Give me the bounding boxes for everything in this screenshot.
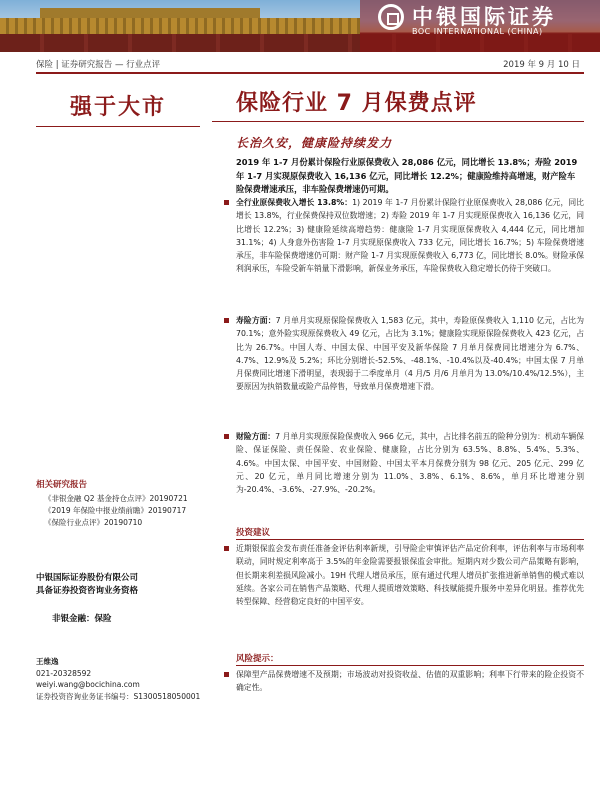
section-heading-risk: 风险提示： — [236, 654, 279, 664]
analyst-name: 王维逸 — [36, 657, 59, 666]
bullet-lead: 财险方面： — [236, 432, 276, 441]
bullet-item — [222, 430, 584, 496]
bullet-item — [222, 542, 584, 608]
bullet-section — [222, 196, 584, 276]
org-qualification: 具备证券投资咨询业务资格 — [36, 586, 139, 596]
bullet-text: 1) 2019 年 1-7 月份累计保险行业原保费收入 28,086 亿元，同比增长 13.8%，行业保费保持双位数增速；2) 寿险 2019 年 1-7 月实现原保费收入 16,136 亿元，同比增长 12.2%；3) 健康险延续高增趋势：健康险 1-7 月实现原保费收入 4,444 亿元，同比增加 31.1%；4) 人身意外伤害险 1-7 月实现原保费收入 733 亿元，同比增长 16.7%；5) 车险保费增速承压，非车险保费增速仍可期：财产险 1-7 月实现原保费收入 6,773 亿，同比增长 8.0%。财险承保利润承压，车险受新车销量下滑影响，新保业务承压，车险保费收入稳定增长仍待于突破口。 — [236, 198, 584, 274]
logo-text-cn: 中银国际证券 — [412, 5, 556, 29]
bullet-text: 7 月单月实现原保险保费收入 966 亿元，其中，占比排名前五的险种分别为：机动车辆保险、保证保险、责任保险、农业保险、健康险，占比分别为 63.5%、8.8%、5.4%、5.3%、4.6%。中国太保、中国平安、中国财险、中国太平本月保费分别为 98 亿元、205 亿元、299 亿元、20 亿元，单月同比增速分别为 11.0%、3.8%、6.1%、8.6%，单月环比增速分别为-20.4%、-3.6%、-27.9%、-20.2%。 — [236, 432, 584, 495]
summary: 2019 年 1-7 月份累计保险行业原保费收入 28,086 亿元，同比增长 13.8%；寿险 2019 年 1-7 月实现原保费收入 16,136 亿元，同比增长 12.2%；健康险维持高增速，财产险车险保费增速承压，非车险保费增速仍可期。 — [236, 157, 578, 194]
report-date: 2019 年 9 月 10 日 — [503, 60, 580, 70]
bullet-section — [222, 430, 584, 496]
bullet-lead: 寿险方面： — [236, 316, 276, 325]
analyst-info — [36, 656, 200, 702]
section-divider — [236, 665, 584, 666]
bullet-item — [222, 668, 584, 695]
rating-divider — [36, 126, 200, 127]
bullet-text: 保障型产品保费增速不及预期；市场波动对投资收益、估值的双重影响；利率下行带来的险企投资不确定性。 — [236, 670, 584, 693]
analyst-cert: 证券投资咨询业务证书编号：S1300518050001 — [36, 691, 201, 701]
boc-logo-icon — [378, 4, 404, 30]
related-report-item[interactable]: 《保险行业点评》20190710 — [44, 518, 143, 527]
related-reports-title: 相关研究报告 — [36, 480, 88, 490]
related-report-item[interactable]: 《2019 年保险中报业绩前瞻》20190717 — [44, 506, 187, 515]
industry-label: 非银金融：保险 — [52, 614, 112, 624]
header-divider — [36, 72, 584, 74]
org-name: 中银国际证券股份有限公司 — [36, 573, 139, 583]
page-title: 保险行业 7 月保费点评 — [236, 91, 477, 116]
bullet-section — [222, 668, 584, 695]
section-divider — [236, 539, 584, 540]
rating: 强于大市 — [70, 95, 167, 120]
logo-text-en: BOC INTERNATIONAL (CHINA) — [412, 27, 543, 36]
bullet-section — [222, 542, 584, 608]
analyst-phone: 021-20328592 — [36, 668, 92, 678]
bullet-text: 近期银保监会发布责任准备金评估利率新规，引导险企审慎评估产品定价利率，评估利率与市场利率联动，同时规定利率高于 3.5%的年金险需要报银保监会审批。短期内对少数公司产品策略有影响，但长期来利差损风险减小。19H 代理人增员承压，原有通过代理人增员扩张推进新单销售的模式难以延续。各家公司在销售产品策略、代理人提质增效策略、科技赋能提升服务中差异化明显。推荐优先转型保障、经营稳定良好的中国平安。 — [236, 544, 584, 607]
title-divider — [212, 121, 584, 122]
report-category: 保险 | 证券研究报告 — 行业点评 — [36, 60, 161, 70]
organization — [36, 572, 138, 598]
bullet-item — [222, 196, 584, 276]
header-banner — [0, 0, 600, 52]
bullet-text: 7 月单月实现原保险保费收入 1,583 亿元，其中，寿险原保费收入 1,110 亿元，占比为 70.1%；意外险实现原保费收入 49 亿元，占比为 3.1%；健康险实现原保险保费收入 423 亿元，占比为 26.7%。中国人寿、中国太保、中国平安及新华保险 7 月单月保费同比增速分为 6.7%、4.7%、12.9%及 5.2%；环比分别增长-52.5%、-48.1%、-10.4%以及-40.4%；中国太保 7 月单月保费同比增速下滑明显，表现弱于二季度单月（4 月/5 月/6 月单月为 13.0%/10.4%/12.5%），主要原因为执销数量或险产品停售，导致单月保费增速下滑。 — [236, 316, 584, 392]
bullet-lead: 全行业原保费收入增长 13.8%： — [236, 198, 353, 207]
section-heading-investment: 投资建议 — [236, 528, 271, 538]
bullet-item — [222, 314, 584, 394]
bullet-section — [222, 314, 584, 394]
related-reports-list — [44, 493, 188, 529]
related-report-item[interactable]: 《非银金融 Q2 基金持仓点评》20190721 — [44, 494, 188, 503]
analyst-email[interactable]: weiyi.wang@bocichina.com — [36, 680, 140, 689]
subtitle: 长治久安，健康险持续发力 — [236, 136, 393, 150]
